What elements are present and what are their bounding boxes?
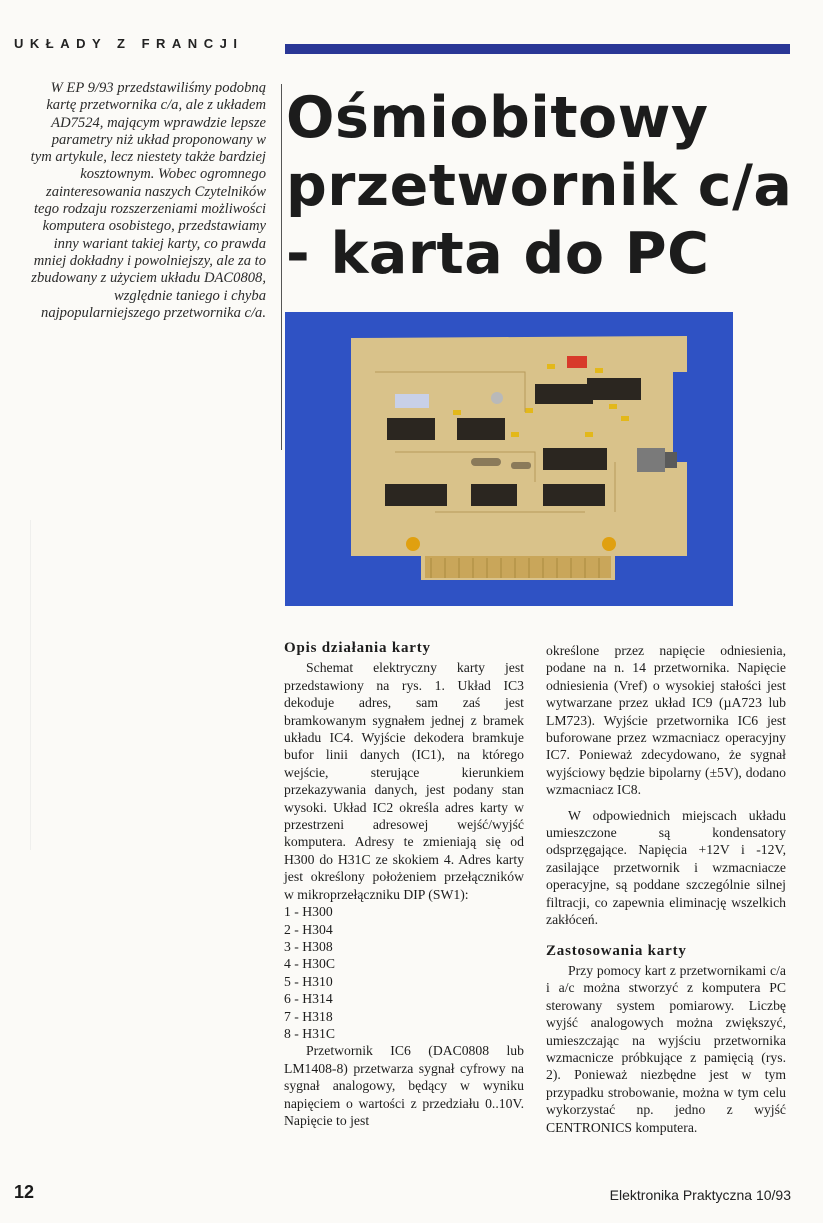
lead-paragraph: W EP 9/93 przedstawiliśmy podobną kartę przetwornika c/a, ale z układem AD7524, mającym wprawdzie lepsze parametry niż układ proponowany w tym artykule, lecz niestety także bardziej kosztownym. Wobec ogromnego zainteresowania naszych Czytelników tego rodzaju rozszerzeniami możliwości komputera osobistego, przedstawiamy inny wariant takiej karty, co prawda mniej dokładny i powolniejszy, ale za to zbudowany z użyciem układu DAC0808, względnie taniego i chyba najpopularniejszego przetwornika c/a.: [30, 80, 266, 321]
list-item: 2 - H304: [284, 921, 333, 937]
heading-applications: Zastosowania karty: [546, 942, 687, 959]
list-item: 6 - H314: [284, 991, 333, 1007]
paragraph: Schemat elektryczny karty jest przedstawiony na rys. 1. Układ IC3 dekoduje adres, sam zaś jest bramkowanym sygnałem jednej z bramek układu IC4. Wyjście dekodera bramkuje bufor linii danych (IC1), na którego wejście, sterujące kierunkiem przekazywania danych, jest podany stan wysoki. Układ IC2 określa adres karty w przestrzeni adresowej wejść/wyjść komputera. Adresy te zmieniają się od H300 do H31C ze skokiem 4. Adres karty jest określony położeniem przełączników w mikroprzełączniku DIP (SW1):: [284, 660, 524, 902]
header-rule: [285, 44, 790, 54]
address-list: [284, 903, 524, 1042]
page-number: 12: [14, 1182, 35, 1202]
article-column-1: [284, 640, 524, 1129]
paragraph: W odpowiednich miejscach układu umieszczone są kondensatory odsprzęgające. Napięcia +12V i -12V, zasilające przetwornik i wzmacniacze operacyjne, są poddane szczególnie silnej filtracji, co zapewnia eliminację wszelkich zakłóceń.: [546, 807, 786, 928]
title-line-3: - karta do PC: [286, 221, 710, 287]
paragraph: określone przez napięcie odniesienia, podane na n. 14 przetwornika. Napięcie odniesienia (Vref) o wysokiej stałości jest wytwarzane przez układ IC9 (µA723 lub LM723). Wyjście przetwornika IC6 jest buforowane przez wzmacniacz operacyjny IC7. Ponieważ zdecydowano, że sygnał wyjściowy będzie bipolarny (±5V), dodano wzmacniacz IC8.: [546, 643, 786, 798]
paragraph: Przy pomocy kart z przetwornikami c/a i a/c można stworzyć z komputera PC sterowany system pomiarowy. Liczbę wyjść analogowych można zwiększyć, umieszczając na wyjściu przetwornika wzmacnicze próbkujące z pamięcią (rys. 2). Ponieważ niezbędne jest w tym przypadku strobowanie, można w tym celu wykorzystać np. jedno z wyjść CENTRONICS komputera.: [546, 962, 786, 1135]
list-item: 1 - H300: [284, 904, 333, 920]
list-item: 7 - H318: [284, 1008, 333, 1024]
lead-divider: [281, 84, 282, 450]
heading-description: Opis działania karty: [284, 640, 431, 656]
article-title: [286, 84, 806, 288]
title-line-1: Ośmiobitowy: [286, 85, 709, 151]
magazine-issue: Elektronika Praktyczna 10/93: [609, 1187, 791, 1203]
paragraph: Przetwornik IC6 (DAC0808 lub LM1408-8) przetwarza sygnał cyfrowy na sygnał analogowy, będący w wyniku napięciem o wartości z przedziału 0..10V. Napięcie to jest: [284, 1043, 524, 1128]
list-item: 8 - H31C: [284, 1025, 335, 1041]
list-item: 5 - H310: [284, 973, 333, 989]
section-header: UKŁADY Z FRANCJI: [14, 36, 244, 51]
pcb-photo-icon: [285, 312, 733, 606]
bleed-through-texture: [30, 520, 281, 850]
pcb-photo: [285, 312, 733, 606]
list-item: 3 - H308: [284, 938, 333, 954]
list-item: 4 - H30C: [284, 956, 335, 972]
article-column-2: [546, 642, 786, 1136]
title-line-2: przetwornik c/a: [286, 153, 793, 219]
